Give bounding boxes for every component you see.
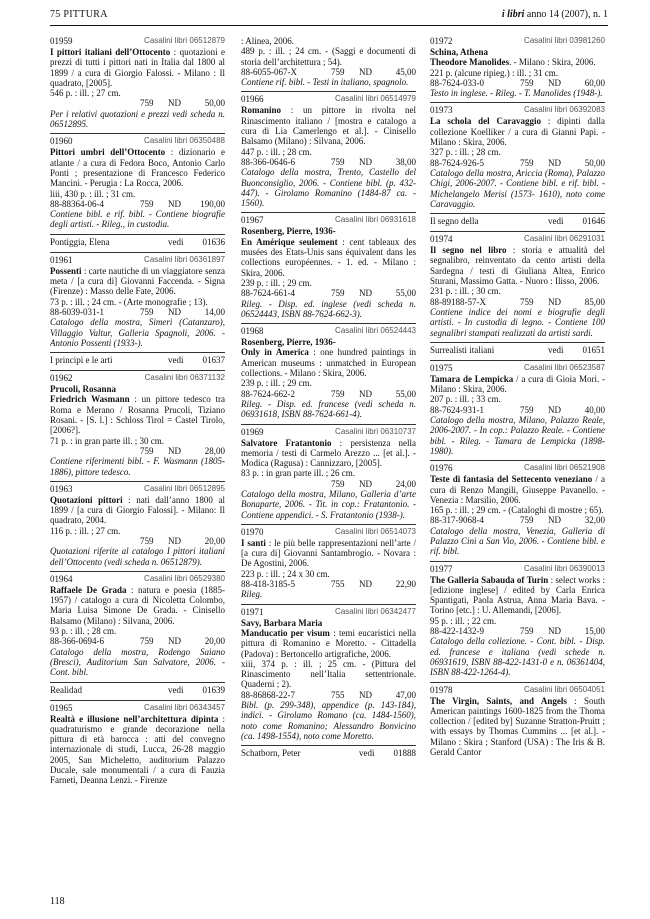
entry-number: 01962 [50,373,73,384]
vendor-code: 06514073 [380,526,416,536]
entry-title: Il segno nel libro [430,245,507,256]
dewey-code: 759 [140,535,154,546]
vendor-label: Casalini libri [524,234,568,244]
entry-notes: Contiene riferimenti bibl. - F. Wasmann (1805-1886), pittore tedesco. [50,456,225,477]
entry-title: I santi [241,537,266,548]
isbn: 88-317-9068-4 [430,515,484,526]
column-2 [241,34,416,889]
catalog-entry [430,682,605,758]
xref-number: 01639 [202,684,225,695]
vendor-code: 06310737 [380,426,416,436]
catalog-entry [430,231,605,338]
entry-physical: 546 p. : ill. ; 27 cm. [50,88,121,99]
entry-notes: Catalogo della mostra, Trento, Castello del Buonconsiglio, 2006. - Contiene bibl. (p. 432-447). - Girolamo Romanino (1484-87 ca. - 1560). [241,167,416,209]
entry-number: 01967 [241,215,264,226]
vendor-code: 06524443 [380,326,416,336]
dewey-code: 755 [331,579,345,590]
dewey-code: 755 [331,689,345,700]
entry-author: Rosenberg, Pierre, 1936- [241,226,336,237]
vendor-code: 06390013 [569,563,605,573]
vendor-label: Casalini libri [524,563,568,573]
dewey-code: 759 [520,157,534,168]
vendor-code: 06291031 [569,234,605,244]
entry-notes: Testo in inglese. - Rileg. - T. Manolides (1948-). [430,88,603,99]
entry-notes: Catalogo della mostra, Rodengo Saiano (Bresci), Auditorium San Salvatore, 2006. - Cont. bibl. [50,646,225,678]
xref-vedi: vedi [548,344,564,355]
catalog-entry [50,133,225,229]
vendor-label: Casalini libri [144,702,188,712]
nd-flag: ND [548,77,561,88]
entry-physical: 73 p. : ill. ; 24 cm. - (Arte monografie ; 13). [50,296,208,307]
entry-title: Friedrich Wasmann [50,394,130,405]
nd-flag: ND [168,98,181,109]
price: 50,00 [204,98,225,109]
xref-name: Schatborn, Peter [241,748,301,759]
entry-number: 01965 [50,702,73,713]
entry-notes: Contiene indice dei nomi e biografie degli artisti. - In custodia di legno. - Contiene 100 segnalibri stampati realizzati da artisti sardi. [430,306,605,338]
section-title: 75 PITTURA [50,9,108,20]
dewey-code: 759 [140,198,154,209]
xref-name: Il segno della [430,216,479,227]
nd-flag: ND [359,689,372,700]
entry-physical: 447 p. : ill. ; 28 cm. [241,146,312,157]
entry-notes: Contiene rif. bibl. - Testi in italiano, spagnolo. [241,77,409,88]
nd-flag: ND [359,579,372,590]
vendor-code: 06512879 [189,36,225,45]
price: 45,00 [395,66,416,77]
entry-number: 01966 [241,94,264,105]
isbn: 88-366-0694-6 [50,636,104,647]
xref-vedi: vedi [548,216,564,227]
entry-description: : storia e attualità del segnalibro, reinventato da cento artisti della Sardegna / testi di Giuliana Altea, Enrico Sturani, Massimo Gatta. - Nuoro : Ilisso, 2006. [430,245,605,287]
price: 40,00 [584,404,605,415]
entry-title: Manducatio per visum [241,627,330,638]
entry-title: Theodore Manolides [430,57,510,68]
issue-number: anno 14 (2007), n. 1 [526,9,608,20]
vendor-label: Casalini libri [144,483,188,493]
entry-description: : dipinti dalla collezione Koelliker / a cura di Gianni Papi. - Milano : Skira, 2006. [430,116,605,148]
nd-flag: ND [168,445,181,456]
entry-physical: 93 p. : ill. ; 28 cm. [50,626,117,637]
vendor-label: Casalini libri [524,684,568,694]
entry-physical: 83 p. : in gran parte ill. ; 26 cm. [241,468,355,479]
isbn: 88-7624-661-4 [241,288,295,299]
xref-vedi: vedi [168,236,184,247]
catalog-entry-continued [241,34,416,87]
entry-number: 01961 [50,254,73,265]
xref-number: 01636 [202,236,225,247]
entry-number: 01978 [430,684,453,695]
xref-vedi: vedi [359,748,375,759]
dewey-code: 759 [331,288,345,299]
vendor-label: Casalini libri [144,136,188,146]
xref-name: Pontiggia, Elena [50,236,110,247]
entry-notes: Catalogo della collezione. - Cont. bibl. - Disp. ed. francese e italiana (vedi schede n. 06931619, ISBN 88-422-1431-0 e n. 06361404, ISBN 88-422-1264-4). [430,636,605,678]
vendor-label: Casalini libri [524,362,568,372]
price: 38,00 [395,156,416,167]
entry-notes: Contiene bibl. e rif. bibl. - Contiene biografie degli artisti. - Rileg., in custodia. [50,209,225,230]
vendor-label: Casalini libri [335,526,379,536]
nd-flag: ND [548,404,561,415]
entry-description: : un pittore tedesco tra Roma e Merano / Rosanna Prucoli, Tiziano Rosani. - [S. l.] : Schloss Tirol = Castel Tirolo, [2006?]. [50,394,225,436]
xref-name: I principi e le arti [50,355,113,366]
entry-number: 01975 [430,362,453,373]
entry-number: 01960 [50,136,73,147]
price: 14,00 [204,306,225,317]
vendor-code: 06371132 [190,373,225,383]
vendor-label: Casalini libri [524,105,568,115]
entry-notes: Per i relativi quotazioni e prezzi vedi scheda n. 06512895. [50,108,225,130]
entry-title: I pittori italiani dell’Ottocento [50,47,171,57]
entry-title: Tamara de Lempicka [430,373,514,384]
price: 28,00 [204,445,225,456]
catalog-entry [50,34,225,129]
journal-name: i libri [501,9,525,20]
entry-title: Raffaele De Grada [50,584,127,595]
dewey-code: 759 [520,296,534,307]
cross-reference [430,342,605,358]
entry-description: . - Milano : Skira, 2006. [509,57,596,68]
entry-number: 01969 [241,426,264,437]
entry-description: / a cura di Renzo Mangili, Giuseppe Pavanello. - Venezia : Marsilio, 2006. [430,474,605,505]
dewey-code: 759 [140,306,154,317]
nd-flag: ND [359,388,372,399]
xref-number: 01646 [582,216,605,227]
entry-number: 01974 [430,234,453,245]
dewey-code: 759 [331,156,345,167]
entry-description: : carte nautiche di un viaggiatore senza meta / [a cura di] Giovanni Faccenda. - Signa (Firenze) : Masso delle Fate, 2006. [50,265,225,297]
nd-flag: ND [548,296,561,307]
cross-reference [50,682,225,698]
xref-vedi: vedi [168,684,184,695]
catalog-entry [241,524,416,600]
price: 50,00 [584,157,605,168]
entry-number: 01964 [50,573,73,584]
vendor-code: 06521908 [569,463,605,473]
isbn: 88-7624-931-1 [430,404,484,415]
entry-number: 01971 [241,606,264,617]
price: 47,00 [395,689,416,700]
entry-title: The Galleria Sabauda of Turin [430,574,549,585]
entry-author: Rosenberg, Pierre, 1936- [241,337,336,348]
entry-title: Possenti [50,265,82,276]
entry-physical: 239 p. : ill. ; 29 cm. [241,277,312,288]
catalog-entry [50,700,225,786]
vendor-label: Casalini libri [335,606,379,616]
xref-name: Surrealisti italiani [430,344,495,355]
entry-description: : select works : [edizione inglese] / edited by Carla Enrica Spantigati, Paola Astrua, Anna Maria Bava. - Torino [etc.] : U. Allemandi, [2006]. [430,574,605,616]
entry-physical: liii, 430 p. : ill. ; 31 cm. [50,188,136,199]
price: 190,00 [200,198,225,209]
nd-flag: ND [548,515,561,526]
vendor-label: Casalini libri [335,426,379,436]
nd-flag: ND [548,157,561,168]
dewey-code: 759 [140,445,154,456]
entry-physical: xiii, 374 p. : ill. ; 25 cm. - (Pittura del Rinascimento nell’Italia settentrionale. Quaderni ; 2). [241,658,416,690]
isbn: 88-6039-031-1 [50,306,104,317]
nd-flag: ND [168,535,181,546]
entry-notes: Bibl. (p. 299-348), appendice (p. 143-184), indici. - Girolamo Romano (ca. 1484-1560), noto come Romanino; Alessandro Bonvicino (ca. 1498-1554), noto come Moretto. [241,700,416,741]
column-1 [50,34,225,889]
price: 24,00 [395,478,416,489]
vendor-code: 06512895 [189,483,225,493]
vendor-code: 06392083 [569,105,605,115]
nd-flag: ND [548,626,561,637]
isbn: 88-7624-662-2 [241,388,295,399]
vendor-code: 06343457 [189,702,225,712]
catalog-entry [430,561,605,678]
dewey-code: 759 [331,478,345,489]
entry-description: : dizionario e atlante / a cura di Fedora Boco, Antonio Carlo Ponti ; presentazione di Francesco Federico Mancini. - Perugia : La Rocca, 2006. [50,147,225,189]
entry-number: 01976 [430,463,453,474]
entry-title: La schola del Caravaggio [430,116,541,127]
vendor-label: Casalini libri [335,326,379,336]
price: 32,00 [584,515,605,526]
xref-number: 01651 [582,344,605,355]
entry-description: : Alinea, 2006. [241,36,294,46]
nd-flag: ND [359,156,372,167]
entry-description: : persistenza nella memoria / testi di Carmelo Arezzo ... [et al.]. - Modica (Ragusa) : Cannizzaro, [2005]. [241,437,416,469]
dewey-code: 759 [520,626,534,637]
price: 85,00 [584,296,605,307]
running-header [50,10,608,24]
entry-physical: 116 p. : ill. ; 27 cm. [50,525,121,536]
entry-physical: 95 p. : ill. ; 22 cm. [430,615,497,626]
price: 55,00 [395,388,416,399]
entry-description: : quotazioni e prezzi di tutti i pittori nati in Italia dal 1800 al 1899 / a cura di Giorgio Falossi. - Milano : Il quadrato, [2005]. [50,47,225,88]
entry-notes: Catalogo della mostra, Simeri (Catanzaro), Villaggio Valtur, Galleria Spagnoli, 2006. - Antonio Possenti (1933-). [50,317,225,348]
entry-description: : cent tableaux des musées des Etats-Unis sans équivalent dans les collections européennes. - 1. ed. - Milano : Skira, 2006. [241,236,416,278]
entry-notes: Quotazioni riferite al catalogo I pittori italiani dell’Ottocento (vedi scheda n. 06512879). [50,546,225,567]
entry-number: 01970 [241,526,264,537]
dewey-code: 759 [331,388,345,399]
vendor-label: Casalini libri [335,215,379,225]
page-number: 118 [50,896,65,907]
catalog-entry [430,360,605,456]
vendor-label: Casalini libri [144,373,188,383]
cross-reference [241,745,416,761]
entry-physical: 239 p. : ill. ; 29 cm. [241,378,312,389]
vendor-code: 03981260 [569,36,605,45]
entry-number: 01977 [430,563,453,574]
isbn: 88-89188-57-X [430,296,486,307]
vendor-code: 06523587 [569,362,605,372]
catalog-entry [50,370,225,477]
nd-flag: ND [359,66,372,77]
dewey-code: 759 [140,98,154,109]
entry-physical: 221 p. (alcune ripieg.) : ill. ; 31 cm. [430,67,558,78]
entry-description: : le più belle rappresentazioni nell’arte / [a cura di] Giovanni Santambrogio. - Novara : De Agostini, 2006. [241,537,416,569]
entry-description: : South American paintings 1600-1825 from the Thoma collection / [edited by] Suzanne Stratton-Pruitt ; with essays by Thomas Cummins ... [et al.]. - Milano : Skira ; Stanford (USA) : The Iris & B. Gerald Cantor [430,695,605,758]
vendor-code: 06514979 [380,94,416,104]
nd-flag: ND [359,288,372,299]
entry-title: Salvatore Fratantonio [241,437,332,448]
isbn: 88-7624-033-0 [430,77,484,88]
isbn: 88-366-0646-6 [241,156,295,167]
entry-notes: Rileg. - Disp. ed. francese (vedi scheda n. 06931618, ISBN 88-7624-661-4). [241,398,416,420]
vendor-label: Casalini libri [524,463,568,473]
vendor-code: 06504051 [569,684,605,694]
catalog-entry [241,604,416,742]
catalog-entry [241,424,416,520]
entry-title: Only in America [241,347,309,358]
entry-description: : nati dall’anno 1800 al 1899 / [a cura di Giorgio Falossi]. - Milano: Il quadrato, 2004. [50,494,225,526]
price: 15,00 [584,626,605,637]
catalog-entry [241,91,416,208]
vendor-label: Casalini libri [144,36,188,45]
entry-title: The Virgin, Saints, and Angels [430,695,567,706]
vendor-label: Casalini libri [524,36,568,45]
entry-notes: Rileg. - Disp. ed. inglese (vedi scheda n. 06524443, ISBN 88-7624-662-3). [241,298,416,319]
price: 20,00 [204,636,225,647]
dewey-code: 759 [520,404,534,415]
dewey-code: 759 [520,515,534,526]
entry-title: En Amérique seulement [241,236,338,247]
price: 60,00 [584,77,605,88]
vendor-label: Casalini libri [335,94,379,104]
nd-flag: ND [168,306,181,317]
journal-issue [502,10,608,20]
entry-title: Realtà e illusione nell’architettura dipinta [50,713,219,724]
entry-physical: 207 p. : ill. ; 33 cm. [430,394,501,405]
entry-notes: Catalogo della mostra, Milano, Galleria d’arte Bonaparte, 2006. - Tit. in cop.: Fratantonio. - Contiene appendici. - S. Fratantonio (1938-). [241,488,416,520]
entry-description: / a cura di Gioia Mori. - Milano : Skira, 2006. [430,373,605,395]
header-rule [50,25,608,26]
entry-description: : temi eucaristici nella pittura di Romanino e Moretto. - Cittadella (Padova) : Bertoncello artigrafiche, 2006. [241,627,416,659]
entry-physical: 165 p. : ill. ; 29 cm. - (Cataloghi di mostre ; 65). [430,505,604,516]
entry-notes: Catalogo della mostra, Milano, Palazzo Reale, 2006-2007. - In cop.: Palazzo Reale. - Contiene bibl. - Rileg. - Tamara de Lempicka (1898-1980). [430,415,605,456]
dewey-code: 759 [331,66,345,77]
xref-number: 01888 [393,748,416,759]
catalog-entry [50,571,225,678]
entry-physical: 489 p. : ill. ; 24 cm. - (Saggi e documenti di storia dell’architettura ; 54). [241,46,416,67]
isbn: 88-418-3185-5 [241,579,295,590]
isbn: 88-88364-06-4 [50,198,104,209]
entry-description: : natura e poesia (1885- 1957) / catalogo a cura di Nicoletta Colombo, Maria Luisa Simone De Grada. - Cinisello Balsamo (Milano) : Silvana, 2006. [50,584,225,626]
isbn: 88-422-1432-9 [430,626,484,637]
vendor-code: 06342477 [380,606,416,616]
xref-name: Realidad [50,684,82,695]
entry-title: Romanino [241,105,282,116]
vendor-label: Casalini libri [144,573,188,583]
vendor-code: 06529380 [189,573,225,583]
nd-flag: ND [168,198,181,209]
dewey-code: 759 [520,77,534,88]
entry-physical: 231 p. : ill. ; 30 cm. [430,286,501,297]
entry-number: 01968 [241,326,264,337]
isbn: 88-7624-926-5 [430,157,484,168]
entry-description: : one hundred paintings in American museums : unmatched in European collections. - Milano : Skira, 2006. [241,347,416,379]
nd-flag: ND [168,636,181,647]
price: 55,00 [395,288,416,299]
vendor-code: 06931618 [380,215,416,225]
isbn: 88-6055-067-X [241,66,297,77]
cross-reference [430,213,605,229]
xref-vedi: vedi [168,355,184,366]
catalog-entry [241,323,416,419]
entry-author: Schina, Athena [430,47,489,57]
entry-title: Teste di fantasia del Settecento veneziano [430,474,593,485]
nd-flag: ND [359,478,372,489]
entry-author: Prucoli, Rosanna [50,384,117,395]
price: 20,00 [204,535,225,546]
entry-notes: Catalogo della mostra, Ariccia (Roma), Palazzo Chigi, 2006-2007. - Contiene bibl. e rif. bibl. - Michelangelo Merisi (1573- 1610), noto come Caravaggio. [430,167,605,209]
entry-description: : un pittore in rivolta nel Rinascimento italiano / [mostra e catalogo a cura di Lia Camerlengo et al.]. - Cinisello Balsamo (Milano) : Silvana, 2006. [241,105,416,147]
entry-description: : quadraturismo e grande decorazione nella pittura di età barocca : atti del convegno internazionale di studi, Lucca, 26-28 maggio 2005, San Micheletto, auditorium Palazzo Ducale, sale monumentali / a cura di Fauzia Farneti, Deanna Lenzi. - Firenze [50,713,225,786]
vendor-code: 06350488 [189,136,225,146]
column-3 [430,34,605,889]
entry-notes: Rileg. [241,589,263,600]
catalog-entry [430,460,605,556]
entry-physical: 71 p. : in gran parte ill. ; 30 cm. [50,435,164,446]
entry-physical: 327 p. : ill. ; 28 cm. [430,147,501,158]
cross-reference [50,234,225,250]
entry-author: Savy, Barbara Maria [241,617,323,628]
catalog-entry [50,252,225,348]
cross-reference [50,352,225,368]
entry-number: 01973 [430,105,453,116]
entry-number: 01959 [50,36,73,46]
price: 22,90 [395,579,416,590]
catalog-entry [430,102,605,209]
vendor-code: 06361897 [189,254,225,264]
entry-notes: Catalogo della mostra, Venezia, Galleria di Palazzo Cini a San Vio, 2006. - Contiene bibl. e rif. bibl. [430,525,605,557]
catalog-columns [50,34,610,889]
dewey-code: 759 [140,636,154,647]
catalog-entry [430,34,605,98]
xref-number: 01637 [202,355,225,366]
entry-title: Pittori umbri dell’Ottocento [50,147,166,158]
catalog-entry [50,481,225,567]
isbn: 88-86868-22-7 [241,689,295,700]
vendor-label: Casalini libri [144,254,188,264]
entry-number: 01972 [430,36,453,46]
entry-title: Quotazioni pittori [50,494,123,505]
catalog-entry [241,212,416,319]
entry-number: 01963 [50,483,73,494]
entry-physical: 223 p. : ill. ; 24 x 30 cm. [241,568,330,579]
